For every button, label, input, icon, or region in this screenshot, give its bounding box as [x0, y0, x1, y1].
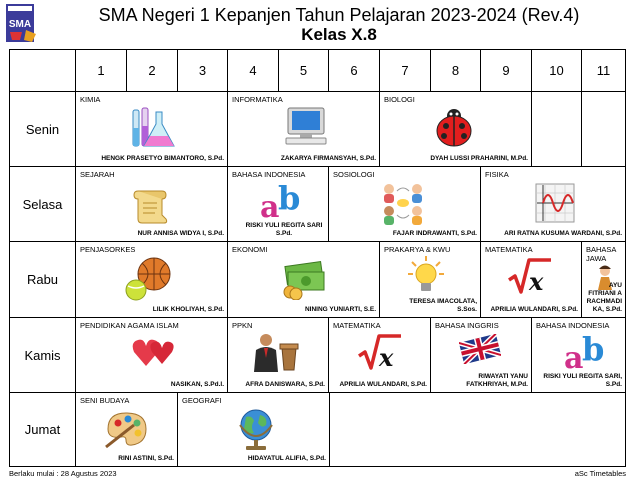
timetable-grid — [9, 49, 626, 467]
teacher-label: RISKI YULI REGITA SARI S.Pd. — [245, 222, 323, 237]
period-header: 1 — [76, 50, 127, 92]
period-header: 7 — [380, 50, 431, 92]
subject-label: PRAKARYA & KWU — [384, 245, 451, 254]
teacher-label: HENGK PRASETYO BIMANTORO, S.Pd. — [101, 155, 224, 162]
subject-label: MATEMATIKA — [485, 245, 533, 254]
sqrt-x-icon — [507, 256, 553, 301]
lightbulb-icon — [406, 256, 446, 299]
class-title: Kelas X.8 — [301, 25, 377, 44]
lesson-cell[interactable] — [76, 167, 228, 242]
sqrt-x-icon — [357, 332, 403, 377]
money-icon — [280, 260, 328, 305]
svg-text:a: a — [260, 190, 280, 223]
chemistry-flask-icon — [128, 106, 178, 155]
teacher-label: RINI ASTINI, S.Pd. — [118, 455, 174, 462]
teacher-label: RISKI YULI REGITA SARI, S.Pd. — [543, 373, 622, 388]
scroll-icon — [130, 185, 170, 230]
lesson-cell[interactable] — [329, 318, 431, 393]
period-header: 4 — [228, 50, 279, 92]
svg-text:a: a — [564, 341, 584, 374]
teacher-label: APRILIA WULANDARI, S.Pd. — [490, 306, 578, 313]
day-label: Jumat — [10, 393, 76, 466]
globe-icon — [236, 407, 276, 456]
subject-label: MATEMATIKA — [333, 321, 381, 330]
generator-label: aSc Timetables — [574, 469, 626, 478]
subject-label: BIOLOGI — [384, 95, 415, 104]
day-label: Kamis — [10, 318, 76, 393]
hearts-icon — [132, 334, 176, 375]
lesson-cell[interactable] — [178, 393, 330, 466]
teacher-label: RIWAYATI YANU FATKHRIYAH, M.Pd. — [466, 373, 528, 388]
svg-text:b: b — [278, 179, 301, 217]
teacher-label: FAJAR INDRAWANTI, S.Pd. — [392, 230, 477, 237]
period-header: 10 — [532, 50, 582, 92]
subject-label: BAHASA INDONESIA — [536, 321, 610, 330]
subject-label: BAHASA INDONESIA — [232, 170, 306, 179]
lesson-cell[interactable] — [380, 242, 481, 318]
empty-cell — [330, 393, 625, 466]
computer-icon — [284, 106, 328, 151]
period-header: 5 — [279, 50, 329, 92]
subject-label: PENDIDIKAN AGAMA ISLAM — [80, 321, 179, 330]
period-header: 8 — [431, 50, 481, 92]
teacher-label: ZAKARYA FIRMANSYAH, S.Pd. — [280, 155, 376, 162]
lesson-cell[interactable] — [76, 393, 178, 466]
subject-label: INFORMATIKA — [232, 95, 283, 104]
period-header: 3 — [178, 50, 228, 92]
teacher-label: DYAH LUSSI PRAHARINI, M.Pd. — [430, 155, 528, 162]
teacher-label: HIDAYATUL ALIFIA, S.Pd. — [247, 455, 326, 462]
subject-label: FISIKA — [485, 170, 509, 179]
subject-label: PPKN — [232, 321, 253, 330]
corner-cell — [10, 50, 76, 92]
sine-graph-icon — [535, 183, 575, 228]
uk-flag-icon — [459, 334, 501, 369]
svg-text:b: b — [582, 330, 605, 368]
people-group-icon — [379, 181, 427, 230]
lesson-cell[interactable] — [380, 92, 532, 167]
subject-label: SENI BUDAYA — [80, 396, 130, 405]
lesson-cell[interactable] — [329, 167, 481, 242]
lesson-cell[interactable] — [431, 318, 532, 393]
school-logo — [6, 4, 40, 44]
sports-balls-icon — [124, 256, 174, 307]
teacher-label: ARI RATNA KUSUMA WARDANI, S.Pd. — [504, 230, 622, 237]
empty-cell — [582, 92, 625, 167]
day-label: Selasa — [10, 167, 76, 242]
subject-label: SOSIOLOGI — [333, 170, 375, 179]
period-header: 9 — [481, 50, 532, 92]
letters-ab-icon — [562, 330, 606, 379]
logo-text: SMA — [8, 19, 32, 30]
period-header: 11 — [582, 50, 625, 92]
teacher-label: APRILIA WULANDARI, S.Pd. — [339, 381, 427, 388]
subject-label: GEOGRAFI — [182, 396, 222, 405]
subject-label: BAHASA JAWA — [586, 245, 617, 263]
period-header: 6 — [329, 50, 380, 92]
effective-date: Berlaku mulai : 28 Agustus 2023 — [9, 469, 117, 478]
teacher-label: TERESA IMACOLATA, S.Sos. — [409, 298, 477, 313]
day-label: Rabu — [10, 242, 76, 318]
day-label: Senin — [10, 92, 76, 167]
paint-palette-icon — [104, 409, 150, 454]
teacher-label: NUR ANNISA WIDYA I, S.Pd. — [137, 230, 224, 237]
teacher-label: LILIK KHOLIYAH, S.Pd. — [152, 306, 224, 313]
lesson-cell[interactable] — [228, 318, 329, 393]
lesson-cell[interactable] — [481, 167, 625, 242]
subject-label: EKONOMI — [232, 245, 268, 254]
speaker-podium-icon — [252, 332, 300, 377]
period-header: 2 — [127, 50, 178, 92]
teacher-label: AFRA DANISWARA, S.Pd. — [245, 381, 325, 388]
subject-label: SEJARAH — [80, 170, 115, 179]
letters-ab-icon — [258, 179, 302, 228]
lesson-cell[interactable] — [532, 318, 625, 393]
teacher-label: NASIKAN, S.Pd.I. — [170, 381, 224, 388]
lesson-cell[interactable] — [228, 167, 329, 242]
lesson-cell[interactable] — [76, 242, 228, 318]
lesson-cell[interactable] — [481, 242, 582, 318]
lesson-cell[interactable] — [76, 318, 228, 393]
empty-cell — [532, 92, 582, 167]
lesson-cell[interactable] — [228, 92, 380, 167]
svg-text:x: x — [379, 343, 394, 372]
teacher-label: NINING YUNIARTI, S.E. — [304, 306, 376, 313]
subject-label: PENJASORKES — [80, 245, 136, 254]
subject-label: KIMIA — [80, 95, 101, 104]
teacher-label: AYU FITRIANI A RACHMADI KA, S.Pd. — [586, 282, 622, 313]
lesson-cell[interactable] — [582, 242, 625, 318]
svg-text:x: x — [529, 267, 544, 296]
lesson-cell[interactable] — [76, 92, 228, 167]
lesson-cell[interactable] — [228, 242, 380, 318]
subject-label: BAHASA INGGRIS — [435, 321, 499, 330]
ladybug-icon — [432, 106, 476, 153]
page-title: SMA Negeri 1 Kepanjen Tahun Pelajaran 2023-2024 (Rev.4) — [98, 5, 580, 25]
